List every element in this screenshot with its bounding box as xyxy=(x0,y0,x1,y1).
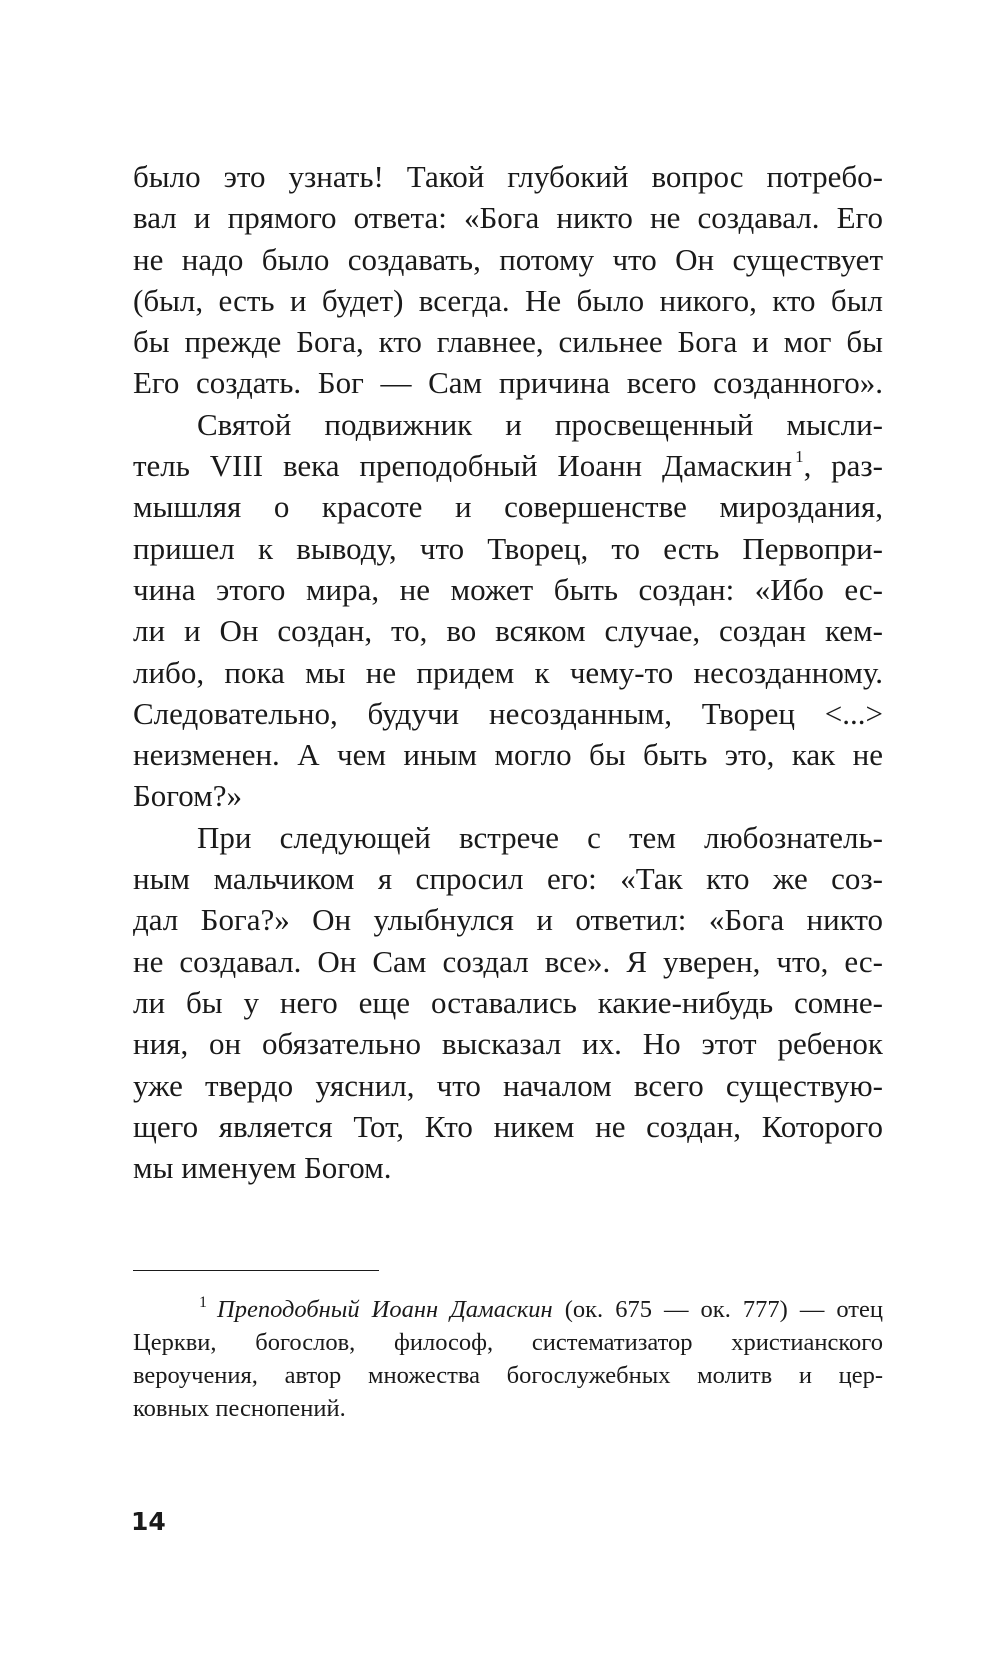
text-line: было это узнать! Такой глубокий вопрос потребо- xyxy=(133,159,883,194)
text-line: Святой подвижник и просвещенный мысли- xyxy=(197,406,883,442)
footnote-title: Преподобный Иоанн Дамаскин xyxy=(217,1296,553,1323)
text-line: неизменен. А чем иным могло бы быть это, как не xyxy=(133,737,883,773)
text-line-with-footnote-ref xyxy=(133,445,883,486)
footnote-line: вероучения, автор множества богослужебных молитв и цер- xyxy=(133,1362,883,1389)
text-line: мышляя о красоте и совершенстве мироздания, xyxy=(133,489,883,525)
text-line: уже твердо уяснил, что началом всего существую- xyxy=(133,1067,883,1103)
text-line: Следовательно, будучи несозданным, Творец <...> xyxy=(133,695,883,731)
main-text xyxy=(133,156,883,1188)
text-line: вал и прямого ответа: «Бога никто не создавал. Его xyxy=(133,200,883,236)
text-line: не создавал. Он Сам создал все». Я уверен, что, ес- xyxy=(133,943,883,979)
text-line: мы именуем Богом. xyxy=(133,1150,392,1186)
text-line: ным мальчиком я спросил его: «Так кто же соз- xyxy=(133,861,883,897)
text-line: ли и Он создан, то, во всяком случае, создан кем- xyxy=(133,613,883,649)
text-segment: , раз- xyxy=(803,448,884,484)
text-line: бы прежде Бога, кто главнее, сильнее Бога и мог бы xyxy=(133,324,883,360)
footnote xyxy=(133,1293,883,1425)
text-line: щего является Тот, Кто никем не создан, Которого xyxy=(133,1108,883,1144)
text-line: чина этого мира, не может быть создан: «Ибо ес- xyxy=(133,571,883,607)
text-line: ния, он обязательно высказал их. Но этот ребенок xyxy=(133,1026,883,1062)
text-line: пришел к выводу, что Творец, то есть Первопри- xyxy=(133,530,883,566)
page-number: 14 xyxy=(131,1507,166,1536)
text-line: либо, пока мы не придем к чему-то несозданному. xyxy=(133,654,883,690)
text-line: ли бы у него еще оставались какие-нибудь сомне- xyxy=(133,984,883,1020)
footnote-line: ковных песнопений. xyxy=(133,1395,346,1422)
text-line: дал Бога?» Он улыбнулся и ответил: «Бога никто xyxy=(133,902,883,938)
text-line: При следующей встрече с тем любознатель- xyxy=(197,819,883,855)
text-line: Его создать. Бог — Сам причина всего созданного». xyxy=(133,365,883,401)
text-segment: тель VIII века преподобный Иоанн Дамаскин xyxy=(133,448,793,484)
footnote-text: (ок. 675 — ок. 777) — отец xyxy=(552,1296,883,1323)
footnote-divider xyxy=(133,1270,379,1271)
text-line: Богом?» xyxy=(133,778,243,814)
text-line: (был, есть и будет) всегда. Не было никого, кто был xyxy=(133,282,883,318)
footnote-line: Церкви, богослов, философ, систематизатор христианского xyxy=(133,1329,883,1356)
text-line: не надо было создавать, потому что Он существует xyxy=(133,241,883,277)
footnote-line: 1 Преподобный Иоанн Дамаскин (ок. 675 — ок. 777) — отец xyxy=(199,1294,883,1323)
footnote-reference: 1 xyxy=(795,447,804,467)
